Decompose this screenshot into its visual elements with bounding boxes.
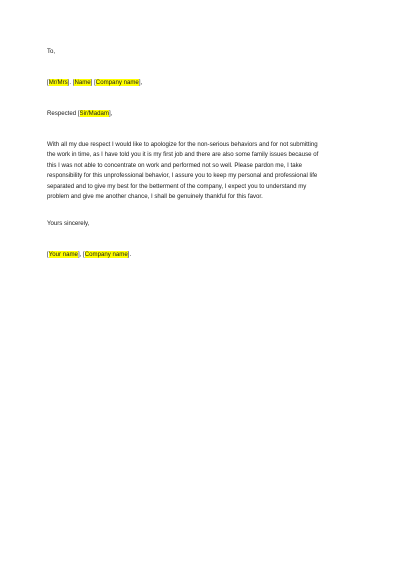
bracket-text: ], [: [77, 251, 85, 258]
body-line: this I was not able to concentrate on work and performed not so well. Please pardon me, I take: [47, 161, 303, 169]
greeting-line: [47, 109, 367, 119]
recipient-line: [47, 78, 367, 88]
signature-line: [47, 250, 367, 260]
closing-line: [47, 219, 367, 229]
body-line: responsibility for this unprofessional behavior, I assure you to keep my personal and professional life: [47, 172, 318, 180]
body-line: problem and give me another chance, I shall be genuinely thankful for this favor.: [47, 193, 263, 201]
to-line: [47, 47, 367, 57]
body-line: the work in time, as I have told you it is my first job and there are also some family issues because of: [47, 151, 319, 159]
company-name-placeholder[interactable]: Company name: [95, 79, 139, 86]
letter-body: [47, 140, 367, 202]
sir-madam-placeholder[interactable]: Sir/Madam: [79, 110, 109, 117]
bracket-text: ] [: [90, 79, 96, 86]
bracket-text: ].: [127, 251, 132, 258]
your-name-placeholder[interactable]: Your name: [48, 251, 78, 258]
greeting-prefix: Respected [: [47, 110, 80, 117]
body-line: separated and to give my best for the betterment of the company, I expect you to understand my: [47, 182, 307, 190]
bracket-text: ],: [138, 79, 143, 86]
greeting-suffix: ],: [109, 110, 113, 117]
bracket-text: [: [47, 79, 49, 86]
title-placeholder[interactable]: Mr/Mrs: [48, 79, 68, 86]
name-placeholder[interactable]: Name: [74, 79, 91, 86]
body-line: With all my due respect I would like to apologize for the non-serious behaviors and for not submitting: [47, 141, 318, 148]
to-label: To,: [47, 48, 56, 55]
bracket-text: [: [47, 251, 49, 258]
closing-text: Yours sincerely,: [47, 220, 90, 227]
bracket-text: ]. [: [67, 79, 75, 86]
signature-company-placeholder[interactable]: Company name: [84, 251, 128, 258]
